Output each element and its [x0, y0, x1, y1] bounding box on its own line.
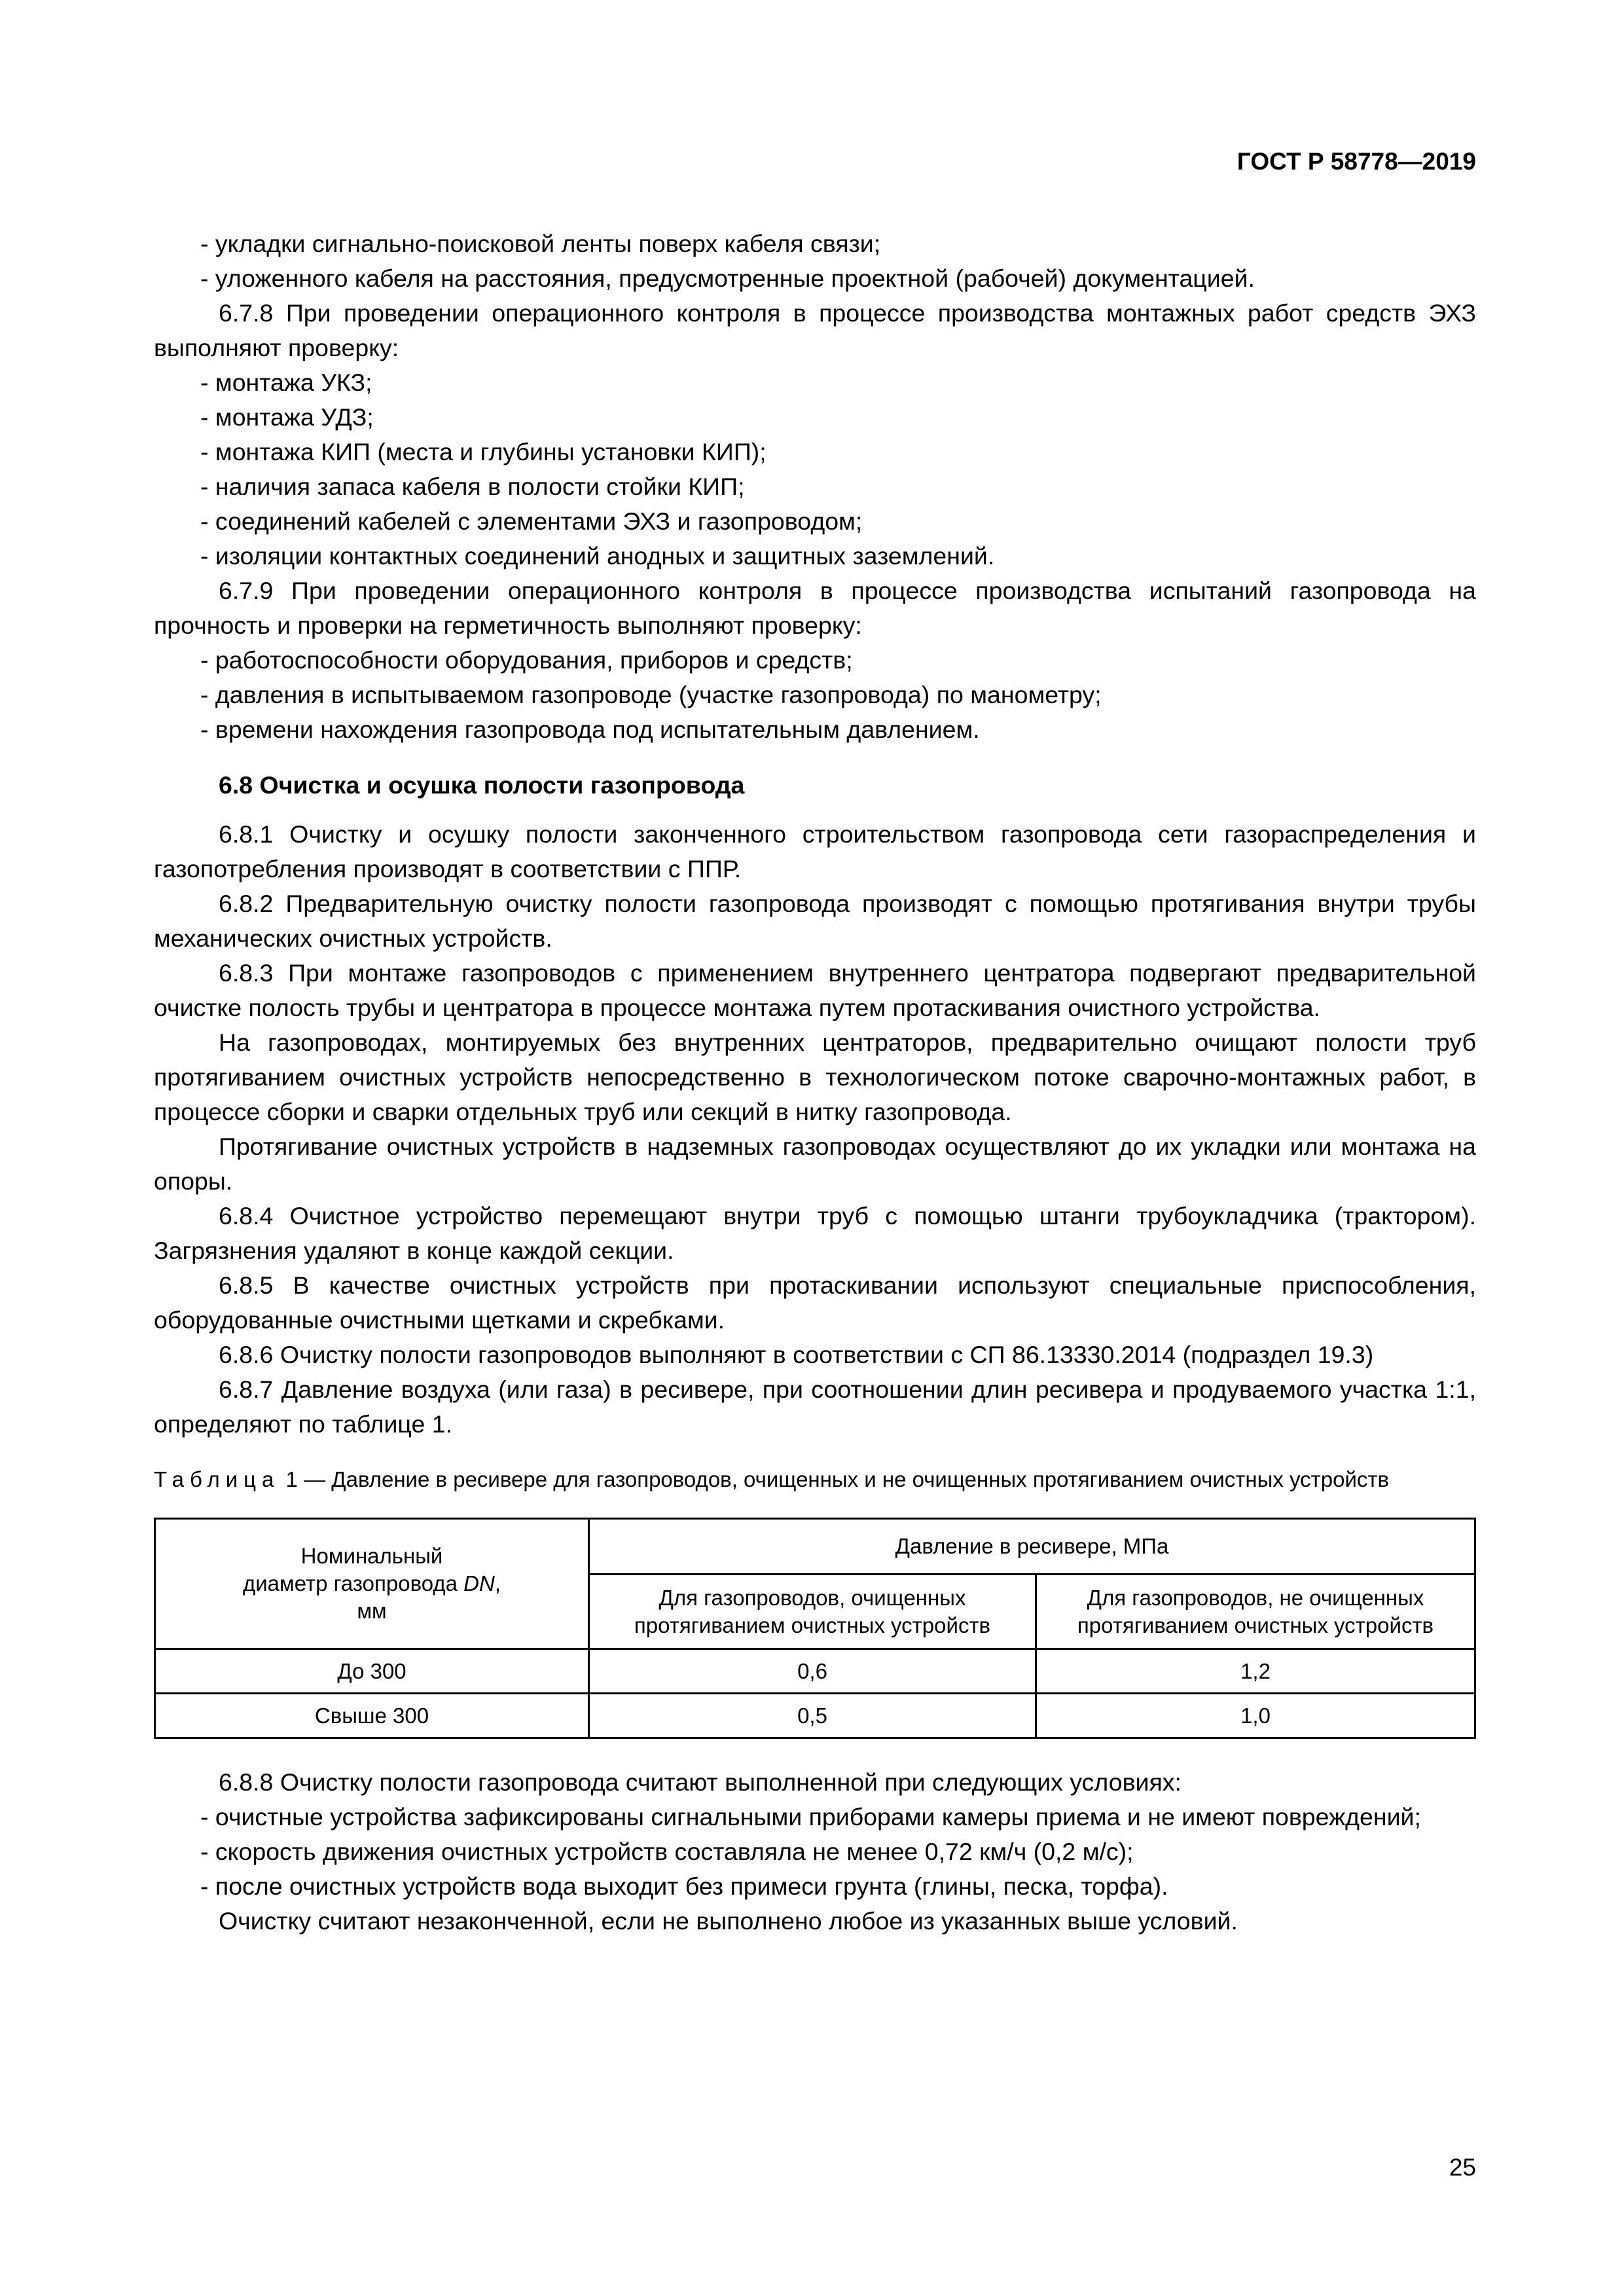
paragraph-6-8-2: 6.8.2 Предварительную очистку полости газопровода производят с помощью протягивания внутри трубы механических очистных устройств. — [154, 890, 1476, 952]
header-text: Номинальный — [300, 1544, 443, 1568]
table-cell: 1,2 — [1036, 1649, 1475, 1694]
list-item: - монтажа КИП (места и глубины установки КИП); — [200, 438, 767, 465]
paragraph: На газопроводах, монтируемых без внутренних центраторов, предварительно очищают полости труб протягиванием очистных устройств непосредственно в технологическом потоке сварочно-монтажных работ, в процессе сборки и сварки отдельных труб или секций в нитку газопровода. — [154, 1029, 1476, 1125]
header-text: Для газопроводов, очищенных — [659, 1585, 966, 1610]
list-item: - скорость движения очистных устройств составляла не менее 0,72 км/ч (0,2 м/с); — [200, 1838, 1134, 1865]
table-cell: Свыше 300 — [155, 1694, 589, 1738]
table-row — [155, 1649, 1475, 1694]
table-cell: 0,6 — [589, 1649, 1036, 1694]
table-cell: До 300 — [155, 1649, 589, 1694]
column-header-not-cleaned — [1036, 1575, 1475, 1649]
paragraph-6-8-1: 6.8.1 Очистку и осушку полости законченного строительством газопровода сети газораспределения и газопотребления производят в соответствии с ППР. — [154, 820, 1476, 883]
column-header-diameter — [155, 1519, 589, 1649]
paragraph-6-8-8: 6.8.8 Очистку полости газопровода считают выполненной при следующих условиях: — [219, 1768, 1182, 1796]
list-item: - давления в испытываемом газопроводе (участке газопровода) по манометру; — [200, 681, 1102, 708]
header-text-part: диаметр газопровода — [242, 1571, 464, 1595]
table-caption-label: Таблица — [154, 1467, 280, 1491]
table-caption — [154, 1464, 1476, 1495]
header-text: протягиванием очистных устройств — [634, 1613, 991, 1637]
list-item: - очистные устройства зафиксированы сигнальными приборами камеры приема и не имеют повреждений; — [200, 1803, 1421, 1831]
pressure-table — [154, 1518, 1476, 1739]
header-text: мм — [357, 1599, 387, 1623]
paragraph-6-8-4: 6.8.4 Очистное устройство перемещают внутри труб с помощью штанги трубоукладчика (трактором). Загрязнения удаляют в конце каждой секции. — [154, 1202, 1476, 1264]
list-item: - монтажа УДЗ; — [200, 403, 374, 431]
header-text: протягиванием очистных устройств — [1077, 1613, 1434, 1637]
paragraph-6-8-7: 6.8.7 Давление воздуха (или газа) в ресивере, при соотношении длин ресивера и продуваемого участка 1:1, определяют по таблице 1. — [154, 1376, 1476, 1438]
list-item: - изоляции контактных соединений анодных и защитных заземлений. — [200, 542, 995, 570]
table-cell: 1,0 — [1036, 1694, 1475, 1738]
table-caption-text: 1 — Давление в ресивере для газопроводов, очищенных и не очищенных протягиванием очистных устройств — [280, 1467, 1390, 1491]
paragraph-6-8-5: 6.8.5 В качестве очистных устройств при протаскивании используют специальные приспособления, оборудованные очистными щетками и скребками. — [154, 1271, 1476, 1334]
header-text — [162, 1570, 581, 1597]
paragraph-6-8-3: 6.8.3 При монтаже газопроводов с применением внутреннего центратора подвергают предварительной очистке полость трубы и центратора в процессе монтажа путем протаскивания очистного устройства. — [154, 959, 1476, 1021]
paragraph-6-8-6: 6.8.6 Очистку полости газопроводов выполняют в соответствии с СП 86.13330.2014 (подраздел 19.3) — [219, 1341, 1374, 1368]
column-header-cleaned — [589, 1575, 1036, 1649]
bottom-blocks — [154, 1765, 1476, 1939]
paragraph-6-7-8: 6.7.8 При проведении операционного контроля в процессе производства монтажных работ средств ЭХЗ выполняют проверку: — [154, 299, 1476, 361]
table-row — [155, 1694, 1475, 1738]
list-item: - уложенного кабеля на расстояния, предусмотренные проектной (рабочей) документацией. — [200, 264, 1255, 292]
mid-blocks — [154, 817, 1476, 1442]
section-title: 6.8 Очистка и осушка полости газопровода — [219, 771, 745, 799]
paragraph: Протягивание очистных устройств в надземных газопроводах осуществляют до их укладки или монтажа на опоры. — [154, 1133, 1476, 1195]
list-item: - времени нахождения газопровода под испытательным давлением. — [200, 716, 980, 743]
top-blocks — [154, 227, 1476, 747]
table-cell: 0,5 — [589, 1694, 1036, 1738]
list-item: - соединений кабелей с элементами ЭХЗ и газопроводом; — [200, 507, 863, 535]
list-item: - наличия запаса кабеля в полости стойки КИП; — [200, 473, 745, 500]
list-item: - монтажа УКЗ; — [200, 369, 372, 396]
header-text-dn: DN — [463, 1571, 495, 1595]
paragraph-6-7-9: 6.7.9 При проведении операционного контроля в процессе производства испытаний газопровода на прочность и проверки на герметичность выполняют проверку: — [154, 577, 1476, 639]
document-code: ГОСТ Р 58778—2019 — [1236, 148, 1476, 175]
page-number: 25 — [1449, 2154, 1476, 2181]
paragraph: Очистку считают незаконченной, если не выполнено любое из указанных выше условий. — [219, 1907, 1238, 1935]
list-item: - работоспособности оборудования, приборов и средств; — [200, 646, 853, 674]
column-group-header: Давление в ресивере, МПа — [589, 1519, 1475, 1575]
list-item: - укладки сигнально-поисковой ленты поверх кабеля связи; — [200, 230, 881, 257]
header-text: Для газопроводов, не очищенных — [1087, 1585, 1424, 1610]
header-text-part: , — [494, 1571, 501, 1595]
list-item: - после очистных устройств вода выходит без примеси грунта (глины, песка, торфа). — [200, 1872, 1168, 1900]
document-body — [154, 227, 1476, 1939]
